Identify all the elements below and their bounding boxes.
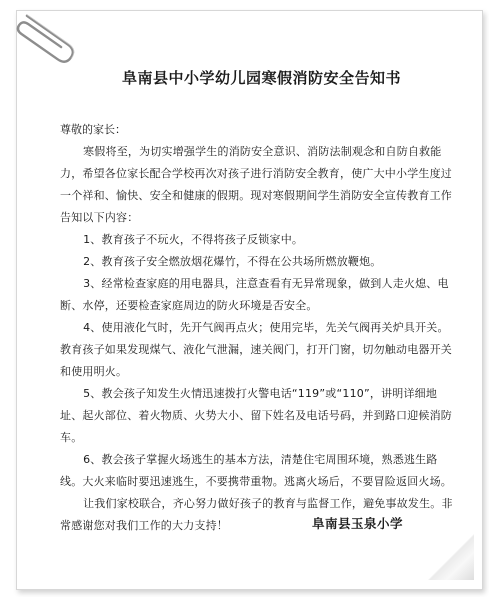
greeting: 尊敬的家长： — [60, 123, 126, 136]
rule-item-4: 4、使用液化气时，先开气阀再点火；使用完毕，先关气阀再关炉具开关。教育孩子如果发现煤气、液化气泄漏，速关阀门，打开门窗，切勿触动电器开关和使用明火。 — [60, 321, 452, 378]
rule-item-1: 1、教育孩子不玩火，不得将孩子反锁家中。 — [83, 233, 304, 246]
notice-content — [60, 68, 455, 537]
signature: 阜南县玉泉小学 — [312, 516, 404, 531]
intro-paragraph: 寒假将至，为切实增强学生的消防安全意识、消防法制观念和自防自救能力，希望各位家长配合学校再次对孩子进行消防安全教育，使广大中小学生度过一个祥和、愉快、安全和健康的假期。现对寒假期间学生消防安全宣传教育工作告知以下内容： — [60, 145, 452, 224]
notice-title: 阜南县中小学幼儿园寒假消防安全告知书 — [121, 69, 401, 87]
rule-item-6: 6、教会孩子掌握火场逃生的基本方法，清楚住宅周围环境，熟悉逃生路线。大火来临时要迅速逃生，不要携带重物。逃离火场后，不要冒险返回火场。 — [60, 453, 452, 488]
rule-item-5: 5、教会孩子知发生火情迅速拨打火警电话“119”或“110”，讲明详细地址、起火部位、着火物质、火势大小、留下姓名及电话号码，并到路口迎候消防车。 — [60, 387, 452, 444]
closing-paragraph: 让我们家校联合，齐心努力做好孩子的教育与监督工作，避免事故发生。非常感谢您对我们工作的大力支持！ — [60, 497, 453, 532]
notice-body — [60, 141, 455, 537]
page-curl — [428, 534, 474, 580]
rule-item-3: 3、经常检查家庭的用电器具，注意查看有无异常现象，做到人走火熄、电断、水停，还要检查家庭周边的防火环境是否安全。 — [60, 277, 449, 312]
rule-item-2: 2、教育孩子安全燃放烟花爆竹，不得在公共场所燃放鞭炮。 — [83, 255, 382, 268]
